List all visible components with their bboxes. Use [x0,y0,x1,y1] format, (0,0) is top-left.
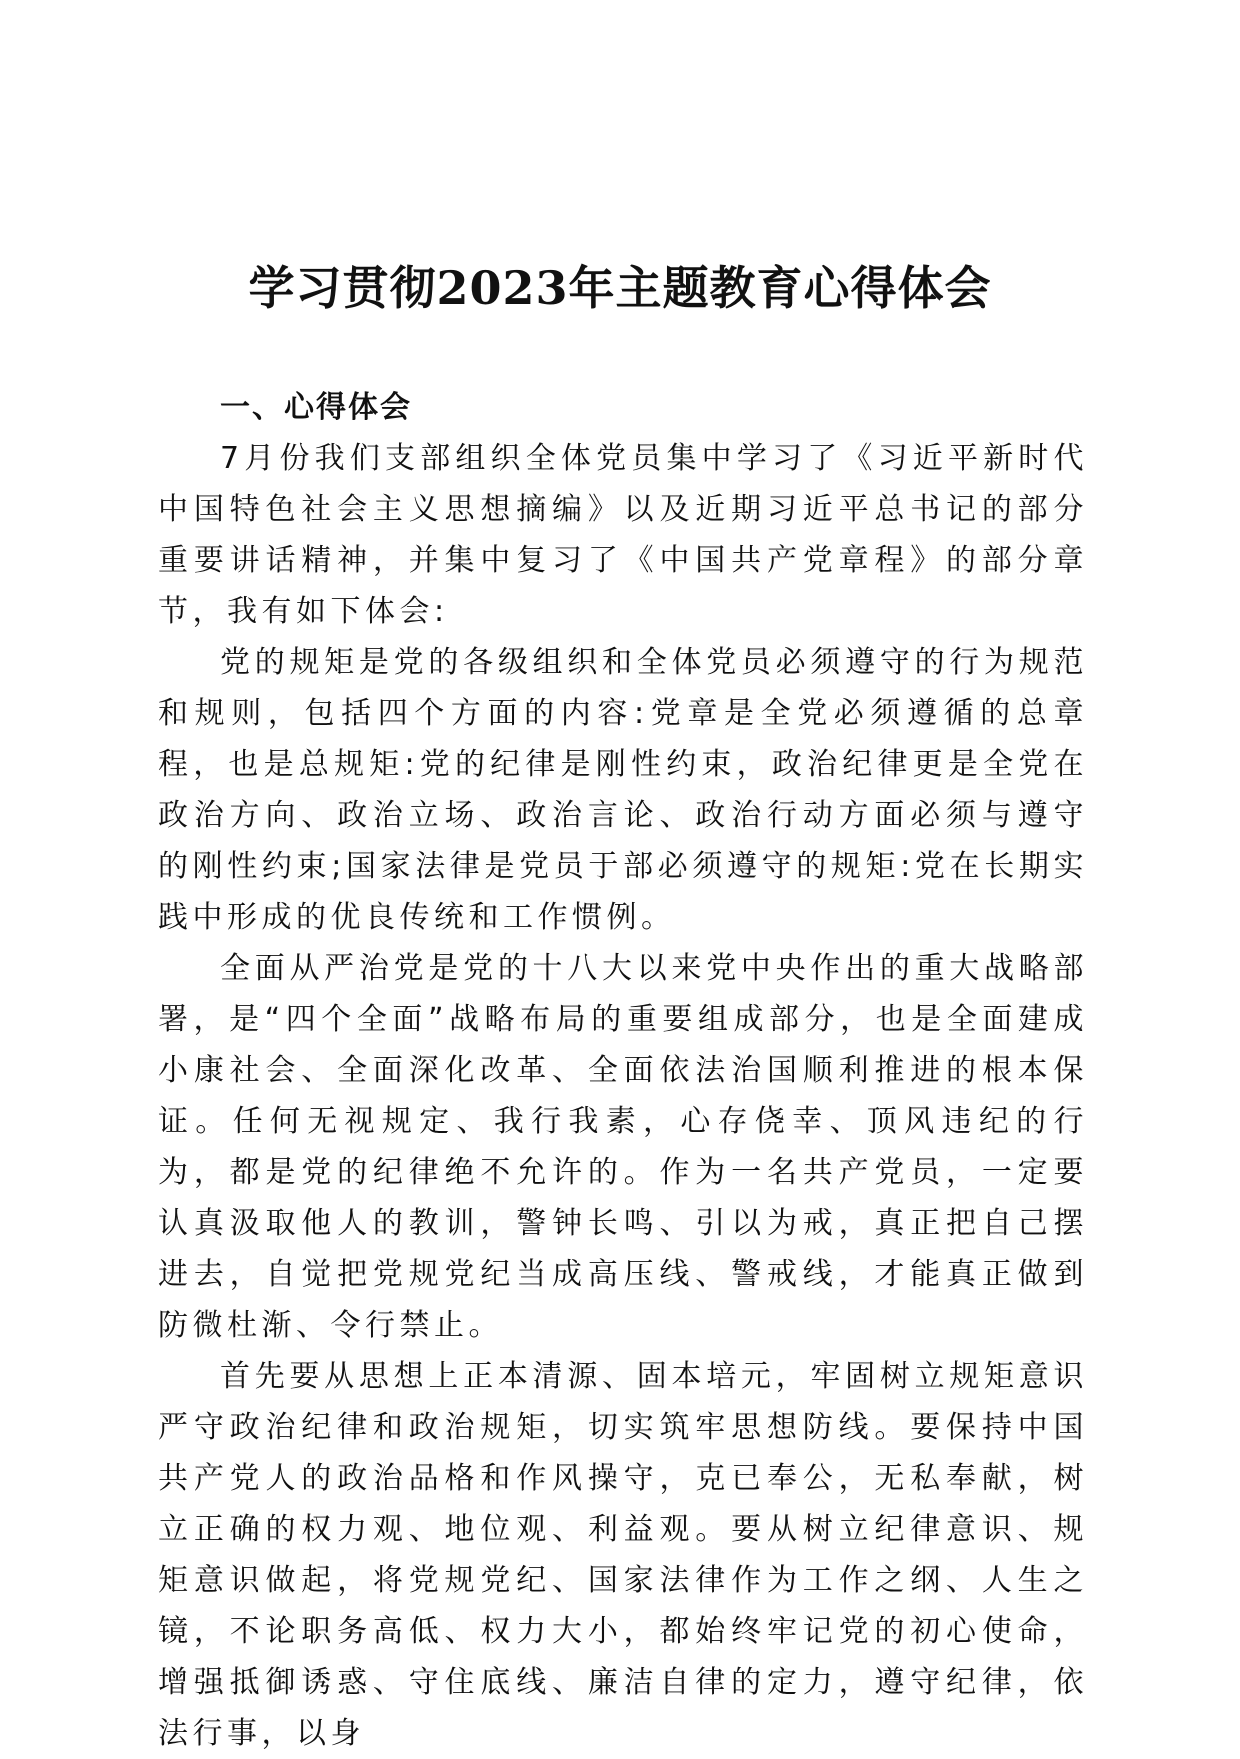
paragraph: 7月份我们支部组织全体党员集中学习了《习近平新时代中国特色社会主义思想摘编》以及近期习近平总书记的部分重要讲话精神，并集中复习了《中国共产党章程》的部分章节，我有如下体会: [158,441,1088,629]
document-body [158,382,1088,1759]
document-title: 学习贯彻2023年主题教育心得体会 [248,261,992,315]
section-heading: 一、心得体会 [220,390,412,425]
paragraph: 首先要从思想上正本清源、固本培元，牢固树立规矩意识严守政治纪律和政治规矩，切实筑牢思想防线。要保持中国共产党人的政治品格和作风操守，克已奉公，无私奉献，树立正确的权力观、地位观、利益观。要从树立纪律意识、规矩意识做起，将党规党纪、国家法律作为工作之纲、人生之镜，不论职务高低、权力大小，都始终牢记党的初心使命，增强抵御诱惑、守住底线、廉洁自律的定力，遵守纪律，依法行事，以身 [158,1359,1088,1751]
paragraph: 党的规矩是党的各级组织和全体党员必须遵守的行为规范和规则，包括四个方面的内容:党章是全党必须遵循的总章程，也是总规矩:党的纪律是刚性约束，政治纪律更是全党在政治方向、政治立场、政治言论、政治行动方面必须与遵守的刚性约束;国家法律是党员于部必须遵守的规矩:党在长期实践中形成的优良传统和工作惯例。 [158,645,1088,935]
paragraph: 全面从严治党是党的十八大以来党中央作出的重大战略部署，是“四个全面”战略布局的重要组成部分，也是全面建成小康社会、全面深化改革、全面依法治国顺利推进的根本保证。任何无视规定、我行我素，心存侥幸、顶风违纪的行为，都是党的纪律绝不允许的。作为一名共产党员，一定要认真汲取他人的教训，警钟长鸣、引以为戒，真正把自己摆进去，自觉把党规党纪当成高压线、警戒线，才能真正做到防微杜渐、令行禁止。 [158,951,1088,1343]
